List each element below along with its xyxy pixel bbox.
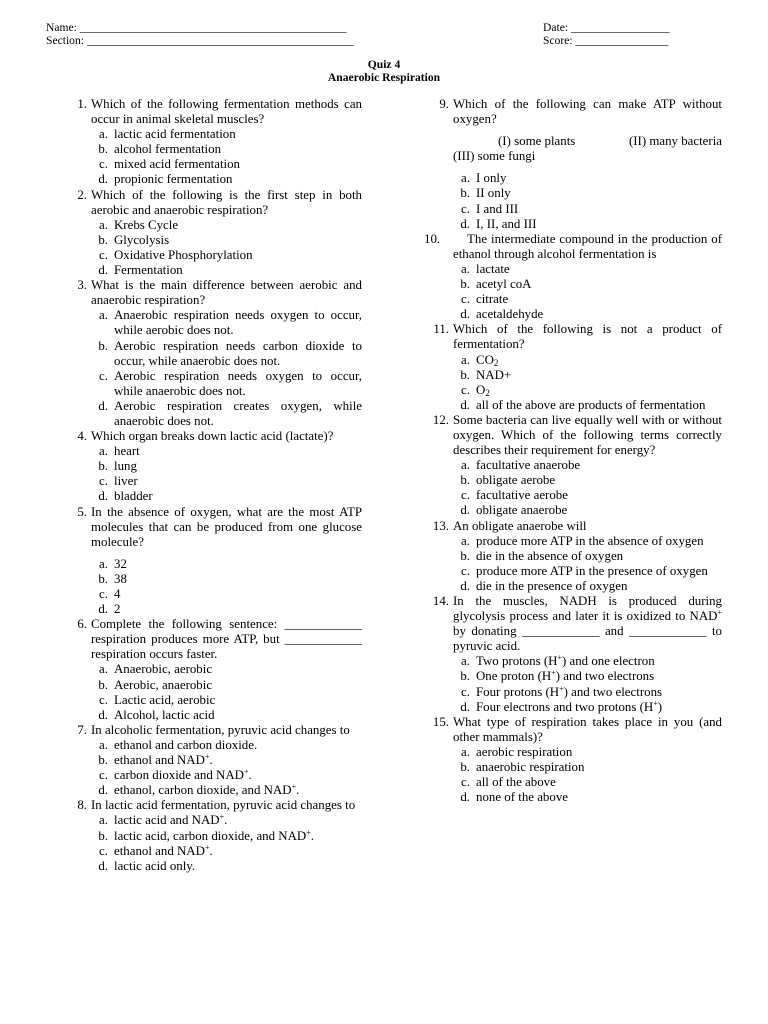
option-c: c. Aerobic respiration needs oxygen to occur, while anaerobic does not. [84,369,362,399]
option-letter: d. [460,503,470,518]
option-b: b. 38 [84,572,362,587]
option-c: c. ethanol and NAD+. [84,844,362,859]
option-letter: a. [99,662,108,677]
option-letter: a. [99,127,108,142]
option-letter: d. [98,707,108,722]
question-text: What type of respiration takes place in you (and other mammals)? [453,714,722,744]
question-3: 3. What is the main difference between aerobic and anaerobic respiration? a. Anaerobic respiration needs oxygen to occur, while aerobic does not. b. Aerobic respiration needs carbon dioxide to occur, while anaerobic does not. c. Aerobic respiration needs oxygen to occur, while anaerobic does not. d. Aerobic respiration creates oxygen, while anaerobic does not. [77,278,362,428]
option-letter: b. [460,277,470,292]
option-c: c. facultative aerobe [446,488,722,503]
option-d: d. propionic fermentation [84,172,362,187]
option-letter: a. [99,813,108,828]
option-d: d. bladder [84,489,362,504]
option-c: c. Four protons (H+) and two electrons [446,685,722,700]
question-12: 12. Some bacteria can live equally well with or without oxygen. Which of the following terms correctly describes their requirement for energy? a. facultative anaerobe b. obligate aerobe c. facultative aerobe d. obligate anaerobe [432,412,722,518]
option-b: b. NAD+ [446,368,722,383]
option-letter: d. [98,489,108,504]
option-d: d. 2 [84,602,362,617]
option-d: d. Fermentation [84,263,362,278]
option-letter: c. [461,684,470,699]
option-letter: c. [99,843,108,858]
option-letter: b. [98,142,108,157]
option-letter: d. [460,790,470,805]
question-11: 11. Which of the following is not a product of fermentation? a. $CO_2$ b. NAD+ c. $O_2$ d. all of the above are products of fermentation [433,322,722,412]
question-4: 4. Which organ breaks down lactic acid (lactate)? a. heart b. lung c. liver d. bladder [62,429,362,504]
option-d: d. obligate anaerobe [446,503,722,518]
question-text: Which organ breaks down lactic acid (lactate)? [91,429,334,444]
option-a: a. lactic acid fermentation [84,127,362,142]
option-letter: c. [99,587,108,601]
option-letter: b. [98,828,108,843]
option-letter: d. [98,398,108,413]
question-text: Complete the following sentence: ____________ respiration produces more ATP, but ____________ respiration occurs faster. [91,617,362,662]
option-d: d. lactic acid only. [84,859,362,874]
option-letter: d. [98,858,108,873]
option-c: c. Lactic acid, aerobic [84,693,362,708]
option-letter: c. [461,775,470,790]
option-letter: b. [98,459,108,474]
option-letter: b. [460,367,470,382]
option-d: d. all of the above are products of fermentation [446,398,722,413]
option-letter: b. [460,473,470,488]
option-a: a. heart [84,444,362,459]
option-b: b. Aerobic, anaerobic [84,678,362,693]
option-letter: b. [460,548,470,563]
option-b: b. II only [446,186,722,201]
option-b: b. anaerobic respiration [446,760,722,775]
question-text: In alcoholic fermentation, pyruvic acid changes to [91,722,350,737]
option-c: c. citrate [446,292,722,307]
option-d: d. Aerobic respiration creates oxygen, while anaerobic does not. [84,399,362,429]
question-5: 5. In the absence of oxygen, what are the most ATP molecules that can be produced from one glucose molecule? a. 32 b. 38 c. 4 d. 2 [77,504,362,617]
question-text: What is the main difference between aerobic and anaerobic respiration? [91,278,362,308]
question-text: In the absence of oxygen, what are the most ATP molecules that can be produced from one glucose molecule? [91,504,362,549]
option-letter: c. [99,247,108,262]
question-10: 10. The intermediate compound in the production of ethanol through alcohol fermentation is a. lactate b. acetyl coA c. citrate d. acetaldehyde [424,231,722,322]
option-letter: a. [461,261,470,276]
quiz-title [0,58,768,84]
option-letter: d. [98,263,108,278]
option-letter: c. [99,368,108,383]
option-d: d. ethanol, carbon dioxide, and NAD+. [84,783,362,798]
option-c: c. liver [84,474,362,489]
header [46,21,726,47]
option-letter: b. [98,571,108,586]
option-a: a. Anaerobic respiration needs oxygen to occur, while aerobic does not. [84,308,362,338]
option-a: a. Anaerobic, aerobic [84,662,362,677]
question-15: 15. What type of respiration takes place in you (and other mammals)? a. aerobic respiration b. anaerobic respiration c. all of the above d. none of the above [432,714,722,805]
option-a: a. Krebs Cycle [84,218,362,233]
option-letter: b. [460,669,470,684]
option-a: a. facultative anaerobe [446,458,722,473]
question-text: Which of the following can make ATP without oxygen? [453,97,722,127]
question-text: Which of the following is not a product of fermentation? [453,322,722,352]
option-letter: a. [99,444,108,459]
option-a: a. 32 [84,557,362,572]
option-letter: c. [461,488,470,503]
option-letter: d. [460,216,470,231]
option-letter: a. [461,352,470,367]
option-d: d. acetaldehyde [446,307,722,322]
option-a: a. aerobic respiration [446,745,722,760]
question-9: 9. Which of the following can make ATP without oxygen? (I) some plants (II) many bacteria (III) some fungi a. I only b. II only c. I and III d. I, II, and III [439,97,722,231]
question-6: 6. Complete the following sentence: ____________ respiration produces more ATP, but ____________ respiration occurs faster. a. Anaerobic, aerobic b. Aerobic, anaerobic c. Lactic acid, aerobic d. Alcohol, lactic acid [77,617,362,722]
question-text: In lactic acid fermentation, pyruvic acid changes to [91,798,356,813]
option-letter: d. [460,578,470,593]
option-letter: a. [99,217,108,232]
option-letter: c. [99,157,108,172]
option-letter: d. [460,307,470,322]
option-letter: c. [461,292,470,307]
quiz-topic: Anaerobic Respiration [327,71,441,84]
option-letter: b. [98,232,108,247]
option-letter: d. [98,783,108,798]
option-b: b. acetyl coA [446,277,722,292]
option-a: a. I only [446,171,722,186]
option-letter: c. [99,768,108,783]
question-text: Which of the following fermentation methods can occur in animal skeletal muscles? [91,97,362,127]
question-text: Which of the following is the first step in both aerobic and anaerobic respiration? [91,187,362,217]
option-letter: b. [98,677,108,692]
option-letter: c. [99,692,108,707]
option-letter: b. [460,186,470,201]
option-c: c. 4 [84,587,362,602]
option-c: c. I and III [446,202,722,217]
option-b: b. Glycolysis [84,233,362,248]
option-letter: b. [98,338,108,353]
name-field: Name: ______________________________________________ [46,21,347,34]
option-letter: a. [461,744,470,759]
option-d: d. Four electrons and two protons (H+) [446,700,722,715]
option-c: c. all of the above [446,775,722,790]
date-field: Date: _________________ [543,21,670,34]
option-letter: a. [99,737,108,752]
question-1: 1. Which of the following fermentation methods can occur in animal skeletal muscles? a. lactic acid fermentation b. alcohol fermentation c. mixed acid fermentation d. propionic fermentation [77,97,362,187]
option-letter: b. [98,753,108,768]
option-letter: d. [460,699,470,714]
left-column [62,97,362,874]
question-7: 7. In alcoholic fermentation, pyruvic acid changes to a. ethanol and carbon dioxide. b. ethanol and NAD+. c. carbon dioxide and NAD+. d. ethanol, carbon dioxide, and NAD+. [62,723,362,798]
option-b: b. lung [84,459,362,474]
option-b: b. lactic acid, carbon dioxide, and NAD+. [84,829,362,844]
option-letter: c. [461,382,470,397]
option-letter: a. [99,556,108,571]
option-a: a. lactate [446,262,722,277]
option-a: a. $CO_2$ [446,353,722,368]
roman-options: (I) some plants (II) many bacteria [498,134,722,149]
question-text: The intermediate compound in the production of ethanol through alcohol fermentation is [453,231,722,261]
option-d: d. none of the above [446,790,722,805]
option-c: c. mixed acid fermentation [84,157,362,172]
option-d: d. I, II, and III [446,217,722,232]
option-letter: c. [99,474,108,489]
question-text: In the muscles, NADH is produced during glycolysis process and later it is oxidized to NAD+ by donating ____________ and ____________ to pyruvic acid. [453,594,722,654]
option-letter: a. [461,171,470,186]
question-text: An obligate anaerobe will [453,518,587,533]
question-14: 14. In the muscles, NADH is produced during glycolysis process and later it is oxidized to NAD+ by donating ____________ and ____________ to pyruvic acid. a. Two protons (H+) and one electron b. One proton (H+) and two electrons c. Four protons (H+) and two electrons d. Four electrons and two protons (H+) [432,594,722,714]
question-8: 8. In lactic acid fermentation, pyruvic acid changes to a. lactic acid and NAD+. b. lactic acid, carbon dioxide, and NAD+. c. ethanol and NAD+. d. lactic acid only. [62,798,362,873]
section-field: Section: ______________________________________________ [46,34,354,47]
option-d: d. die in the presence of oxygen [446,579,722,594]
option-b: b. die in the absence of oxygen [446,549,722,564]
option-letter: a. [461,533,470,548]
score-field: Score: ________________ [543,34,669,47]
option-d: d. Alcohol, lactic acid [84,708,362,723]
option-a: a. produce more ATP in the absence of oxygen [446,534,722,549]
option-letter: d. [98,172,108,187]
question-text: Some bacteria can live equally well with or without oxygen. Which of the following terms correctly describes their requirement for energy? [453,412,722,458]
option-a: a. Two protons (H+) and one electron [446,654,722,669]
option-b: b. ethanol and NAD+. [84,753,362,768]
question-2: 2. Which of the following is the first step in both aerobic and anaerobic respiration? a. Krebs Cycle b. Glycolysis c. Oxidative Phosphorylation d. Fermentation [77,187,362,278]
option-c: c. produce more ATP in the presence of oxygen [446,564,722,579]
option-letter: c. [461,201,470,216]
option-c: c. carbon dioxide and NAD+. [84,768,362,783]
option-a: a. ethanol and carbon dioxide. [84,738,362,753]
option-b: b. alcohol fermentation [84,142,362,157]
option-letter: d. [98,602,108,617]
option-letter: a. [99,308,108,323]
option-b: b. obligate aerobe [446,473,722,488]
option-b: b. Aerobic respiration needs carbon dioxide to occur, while anaerobic does not. [84,339,362,369]
option-b: b. One proton (H+) and two electrons [446,669,722,684]
option-letter: c. [461,563,470,578]
option-a: a. lactic acid and NAD+. [84,813,362,828]
option-letter: a. [461,654,470,669]
quiz-number: Quiz 4 [367,58,401,71]
option-letter: b. [460,760,470,775]
option-c: c. Oxidative Phosphorylation [84,248,362,263]
option-letter: d. [460,397,470,412]
option-c: c. $O_2$ [446,383,722,398]
option-letter: a. [461,458,470,473]
right-column [424,97,722,805]
question-13: 13. An obligate anaerobe will a. produce more ATP in the absence of oxygen b. die in the absence of oxygen c. produce more ATP in the presence of oxygen d. die in the presence of oxygen [424,519,722,594]
